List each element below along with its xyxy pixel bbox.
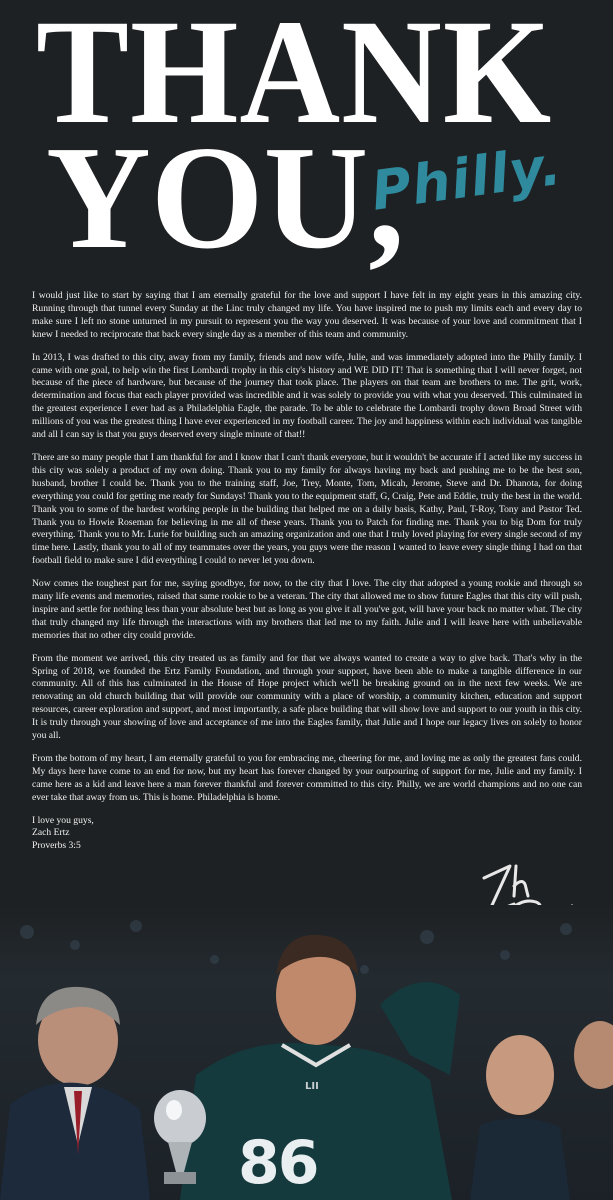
fan-head	[486, 1035, 554, 1115]
fan-head-2	[574, 1021, 613, 1089]
headline-thank: THANK	[36, 0, 553, 155]
headline-philly-script: Philly.	[367, 133, 566, 223]
bible-verse: Proverbs 3:5	[32, 839, 81, 851]
letter-paragraph: There are so many people that I am thankful for and I know that I can't thank everyone, but it wouldn't be accurate if I acted like my success in this city was solely a product of my own doing. Thank you to my family for always having my back and pushing me to be the best son, husband, brother I could be. Thank you to the training staff, Joe, Trey, Monte, Tom, Micah, Jerome, Steve and Dr. Dhanota, for doing everything you could for getting me ready for Sundays! Thank you to the equipment staff, G, Craig, Pete and Eddie, truly the best in the world. Thank you to some of the hardest working people in the building that helped me on a daily basis, Kathy, Paul, T-Roy, Tony and Pastor Ted. Thank you to Howie Roseman for believing in me all of these years. Thank you to Patch for finding me. Thank you to big Dom for truly everything. Thank you to Mr. Lurie for building such an amazing organization and one that I truly loved playing for every single second of my time here. Lastly, thank you to all of my teammates over the years, you guys were the reason I wanted to leave every single thing I had on that football field to make sure I did everything I could to never let you down.	[32, 451, 582, 567]
letter-paragraph: Now comes the toughest part for me, saying goodbye, for now, to the city that I love. The city that adopted a young rookie and through so many life events and memories, raised that same rookie to be a veteran. The city that allowed me to show future Eagles that this city will push, inspire and settle for nothing less than your absolute best but as long as you give it all you've got, will have your back no matter what. The city that truly changed my life through the interactions with my brothers that led me to my faith. Julie and I will leave here with unbelievable memories that no other city could provide.	[32, 578, 582, 641]
closing-line: I love you guys,	[32, 814, 94, 826]
celebration-photo	[0, 905, 613, 1200]
author-name: Zach Ertz	[32, 827, 70, 839]
headline	[0, 0, 613, 280]
letter-paragraph: From the moment we arrived, this city treated us as family and for that we always wanted to create a way to give back. That's why in the Spring of 2018, we founded the Ertz Family Foundation, and through your support, have been able to make a tangible difference in our community. All of this has culminated in the House of Hope project which we'll be breaking ground on in the next few weeks. We are renovating an old church building that will provide our community with a place of worship, a community kitchen, education and support resources, career exploration and support, and most importantly, a safe place building that will show love and support to our youth in this city. It is truly through your showing of love and acceptance of me into the Eagles family, that Julie and I hope our legacy lives on solely to honor you all.	[32, 652, 582, 742]
letter-body	[32, 290, 582, 852]
letter-paragraph: In 2013, I was drafted to this city, away from my family, friends and now wife, Julie, and was immediately adopted into the Philly family. I came with one goal, to help win the first Lombardi trophy in this city's history and WE DID IT! That is something that I will never forget, not because of the piece of hardware, but because of the journey that took place. The players on that team are brothers to me. The grit, work, determination and focus that each player provided was incredible and it was solely to provide you with what you deserved. This culminated in the greatest experience I ever had as a Philadelphia Eagle, the parade. To be able to celebrate the Lombardi trophy down Broad Street with millions of you was the greatest thing I have ever experienced in my football career. The joy and happiness within each individual was tangible and all I can say is that you guys deserved every single minute of that!!	[32, 351, 582, 441]
headline-you: YOU,	[46, 116, 405, 280]
jersey-number: 86	[238, 1128, 318, 1198]
jersey-logo: LII	[305, 1081, 319, 1092]
letter-paragraph: From the bottom of my heart, I am eternally grateful to you for embracing me, cheering for me, and loving me as only the greatest fans could. My days here have come to an end for now, but my heart has forever changed by your outpouring of support for me, Julie and my family. I came here as a kid and leave here a man forever thankful and forever committed to this city. Philly, we are world champions and no one can ever take that away from us. This is home. Philadelphia is home.	[32, 753, 582, 803]
fan-body	[470, 1118, 570, 1200]
lombardi-trophy	[140, 1090, 220, 1185]
letter-signoff	[32, 815, 582, 853]
letter-paragraph: I would just like to start by saying that I am eternally grateful for the love and support I have felt in my eight years in this amazing city. Running through that tunnel every Sunday at the Linc truly changed my life. You have inspired me to push my limits each and every day to make sure I left no stone unturned in my pursuit to represent you the way you deserved. It was because of your love and commitment that I knew I needed to reciprocate that back every single day as a member of this team and community.	[32, 290, 582, 340]
